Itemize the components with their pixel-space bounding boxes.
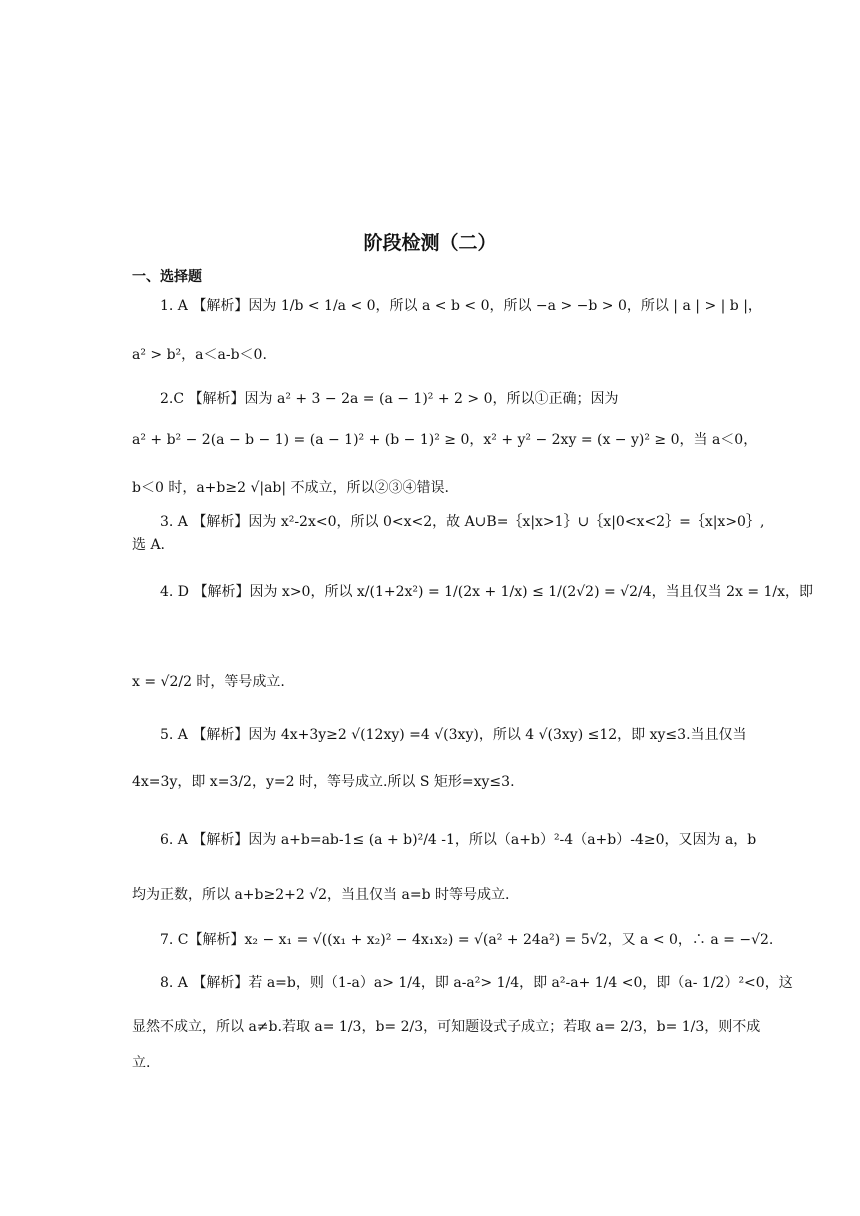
answer-5-line-1: 5. A 【解析】因为 4x+3y≥2 √(12xy) =4 √(3xy)，所以 4 √(3xy) ≤12，即 xy≤3.当且仅当	[160, 727, 747, 743]
answer-5-line-2: 4x=3y，即 x=3/2，y=2 时，等号成立.所以 S 矩形=xy≤3.	[132, 774, 515, 790]
section-heading: 一、选择题	[132, 269, 202, 285]
answer-1-line-2: a² > b²，a＜a-b＜0.	[132, 347, 267, 363]
answer-3-line-1: 3. A 【解析】因为 x²-2x<0，所以 0<x<2，故 A∪B=｛x|x>1｝∪｛x|0<x<2｝=｛x|x>0｝,	[160, 514, 765, 530]
answer-4-line-2: x = √2/2 时，等号成立.	[132, 674, 285, 690]
answer-8-line-2: 显然不成立，所以 a≠b.若取 a= 1/3，b= 2/3，可知题设式子成立；若取 a= 2/3，b= 1/3，则不成	[132, 1019, 761, 1035]
answer-2-line-1: 2.C 【解析】因为 a² + 3 − 2a = (a − 1)² + 2 > 0，所以①正确；因为	[160, 391, 619, 407]
answer-6-line-2: 均为正数，所以 a+b≥2+2 √2，当且仅当 a=b 时等号成立.	[132, 887, 510, 903]
answer-2-line-3: b＜0 时，a+b≥2 √|ab| 不成立，所以②③④错误.	[132, 480, 450, 496]
answer-6-line-1: 6. A 【解析】因为 a+b=ab-1≤ (a + b)²/4 -1，所以（a+b）²-4（a+b）-4≥0，又因为 a，b	[160, 832, 757, 848]
answer-2-line-2: a² + b² − 2(a − b − 1) = (a − 1)² + (b − 1)² ≥ 0，x² + y² − 2xy = (x − y)² ≥ 0，当 a＜0，	[132, 432, 758, 448]
answer-1-line-1: 1. A 【解析】因为 1/b < 1/a < 0，所以 a < b < 0，所以 −a > −b > 0，所以 | a | > | b |，	[160, 298, 762, 314]
answer-7-line-1: 7. C【解析】x₂ − x₁ = √((x₁ + x₂)² − 4x₁x₂) = √(a² + 24a²) = 5√2，又 a < 0，∴ a = −√2.	[160, 932, 774, 948]
answer-4-line-1: 4. D 【解析】因为 x>0，所以 x/(1+2x²) = 1/(2x + 1/x) ≤ 1/(2√2) = √2/4，当且仅当 2x = 1/x，即	[160, 584, 814, 600]
answer-8-line-1: 8. A 【解析】若 a=b，则（1-a）a> 1/4，即 a-a²> 1/4，即 a²-a+ 1/4 <0，即（a- 1/2）²<0，这	[160, 975, 793, 991]
answer-8-line-3: 立.	[132, 1055, 151, 1071]
answer-3-line-2: 选 A.	[132, 537, 166, 553]
page-title: 阶段检测（二）	[363, 232, 497, 254]
